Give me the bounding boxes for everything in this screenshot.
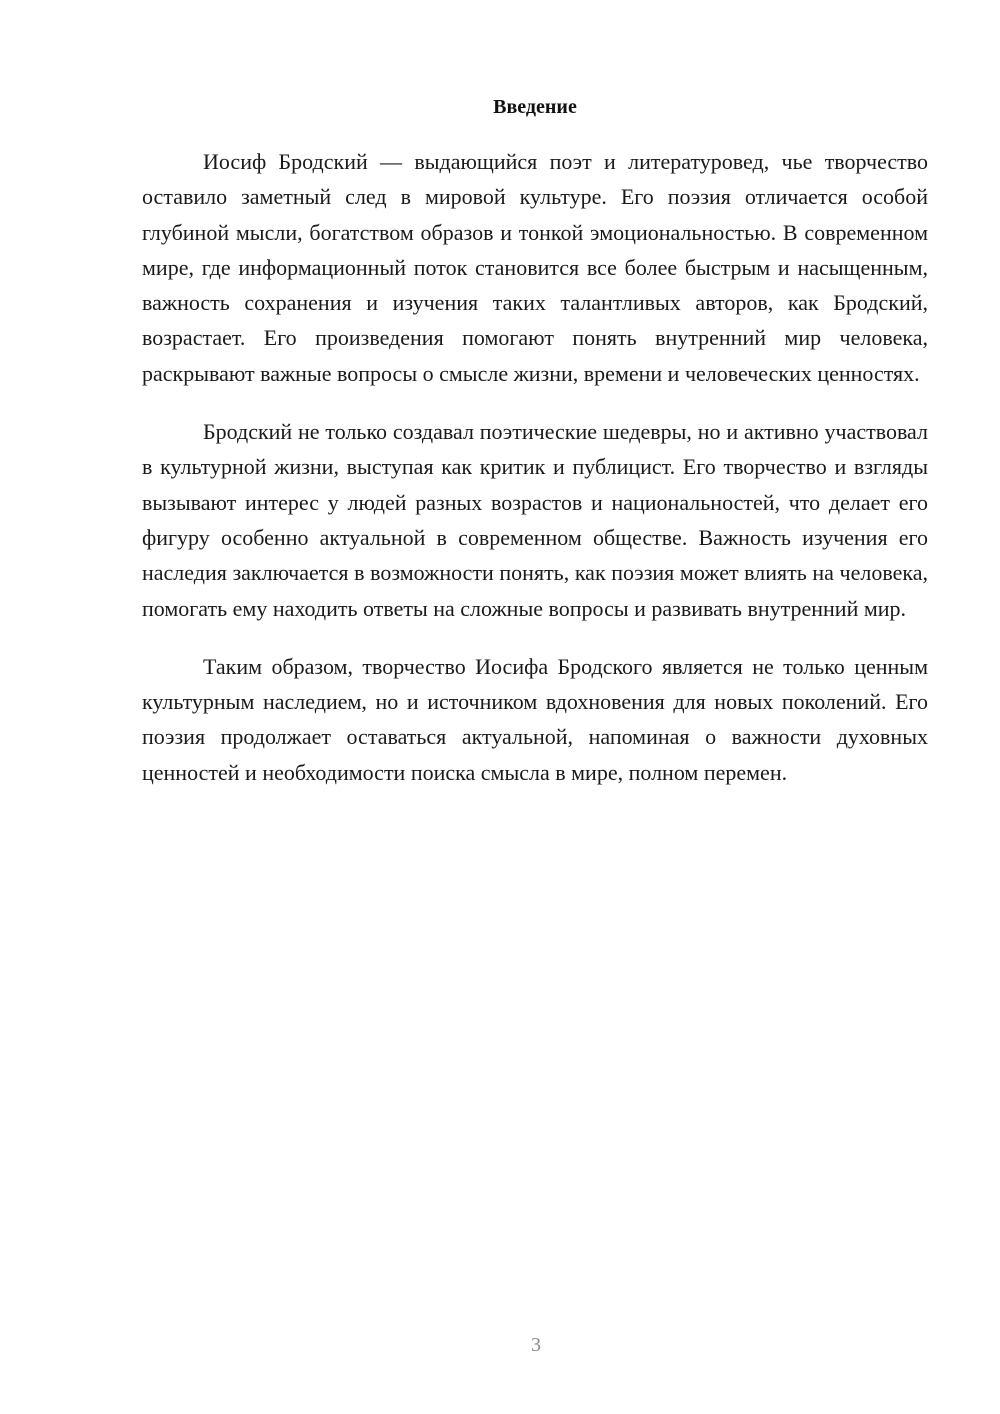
- paragraph-3: Таким образом, творчество Иосифа Бродского является не только ценным культурным наследием, но и источником вдохновения для новых поколений. Его поэзия продолжает оставаться актуальной, напоминая о важности духовных ценностей и необходимости поиска смысла в мире, полном перемен.: [142, 653, 928, 785]
- page-title: Введение: [493, 96, 577, 118]
- paragraph-2: Бродский не только создавал поэтические шедевры, но и активно участвовал в культурной жизни, выступая как критик и публицист. Его творчество и взгляды вызывают интерес у людей разных возрастов и национальностей, что делает его фигуру особенно актуальной в современном обществе. Важность изучения его наследия заключается в возможности понять, как поэзия может влиять на человека, помогать ему находить ответы на сложные вопросы и развивать внутренний мир.: [142, 419, 928, 621]
- document-body: [142, 144, 928, 813]
- page-number: 3: [531, 1334, 541, 1356]
- paragraph-1: Иосиф Бродский — выдающийся поэт и литературовед, чье творчество оставило заметный след в мировой культуре. Его поэзия отличается особой глубиной мысли, богатством образов и тонкой эмоциональностью. В современном мире, где информационный поток становится все более быстрым и насыщенным, важность сохранения и изучения таких талантливых авторов, как Бродский, возрастает. Его произведения помогают понять внутренний мир человека, раскрывают важные вопросы о смысле жизни, времени и человеческих ценностях.: [142, 149, 928, 386]
